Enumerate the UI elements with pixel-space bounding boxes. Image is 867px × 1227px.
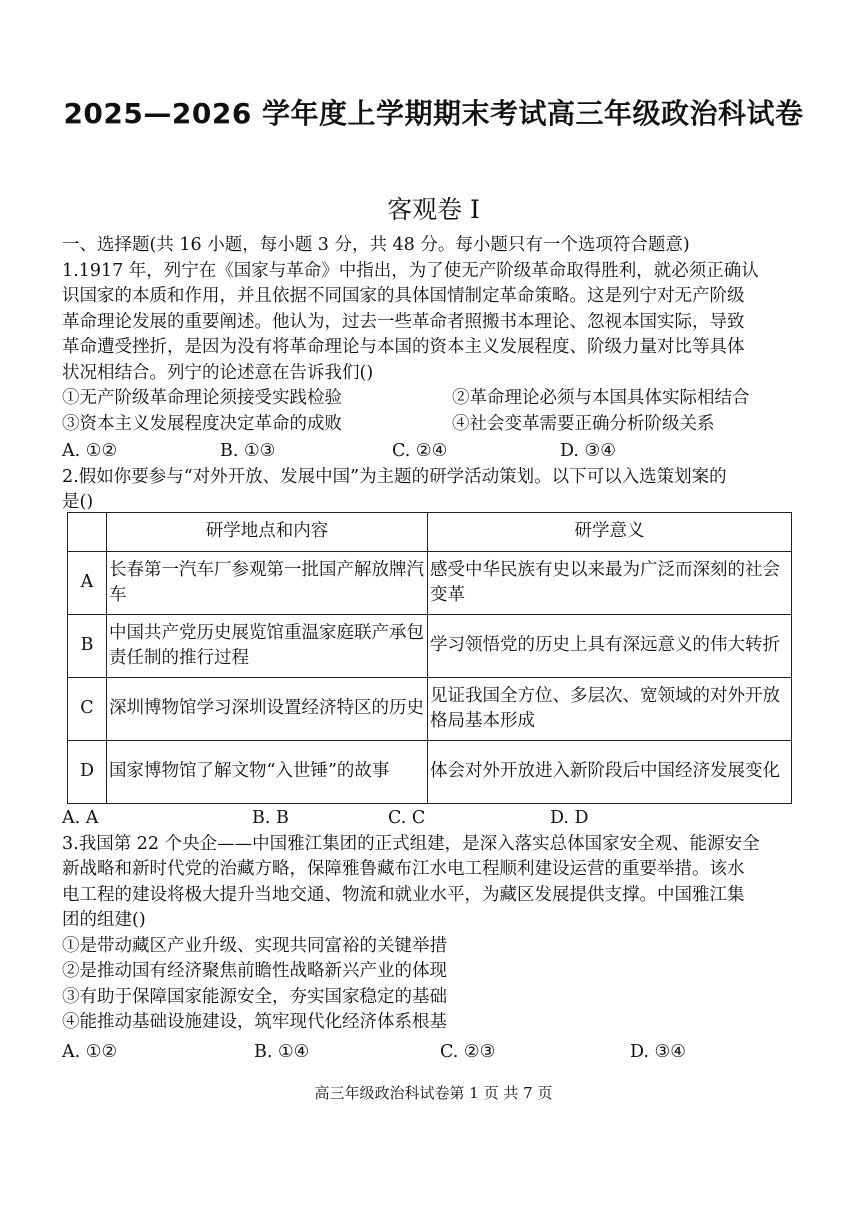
q1-choice-a: A. ①② bbox=[62, 441, 118, 461]
table-cell-meaning: 见证我国全方位、多层次、宽领域的对外开放格局基本形成 bbox=[428, 678, 792, 741]
q1-statement: ①无产阶级革命理论须接受实践检验 bbox=[62, 388, 342, 408]
q2-choice-c: C. C bbox=[388, 808, 426, 828]
table-cell-letter: D bbox=[68, 741, 107, 804]
table-header: 研学意义 bbox=[428, 513, 792, 552]
section-instructions: 一、选择题(共 16 小题，每小题 3 分，共 48 分。每小题只有一个选项符合题意) bbox=[62, 235, 690, 255]
q2-table bbox=[67, 512, 792, 804]
q1-stem-line: 识国家的本质和作用，并且依据不同国家的具体国情制定革命策略。这是列宁对无产阶级 bbox=[62, 286, 745, 306]
q1-choice-c: C. ②④ bbox=[392, 441, 448, 461]
table-cell-place: 国家博物馆了解文物“入世锤”的故事 bbox=[107, 741, 428, 804]
q1-statement: ③资本主义发展程度决定革命的成败 bbox=[62, 413, 342, 434]
q2-choice-b: B. B bbox=[252, 808, 289, 828]
table-cell-meaning: 学习领悟党的历史上具有深远意义的伟大转折 bbox=[428, 615, 792, 678]
table-row bbox=[68, 615, 792, 678]
table-cell-meaning: 感受中华民族有史以来最为广泛而深刻的社会变革 bbox=[428, 552, 792, 615]
q3-statement: ②是推动国有经济聚焦前瞻性战略新兴产业的体现 bbox=[62, 961, 447, 981]
q3-stem-line: 电工程的建设将极大提升当地交通、物流和就业水平，为藏区发展提供支撑。中国雅江集 bbox=[62, 884, 745, 905]
q1-stem-line: 1.1917 年，列宁在《国家与革命》中指出，为了使无产阶级革命取得胜利，就必须正确认 bbox=[62, 260, 759, 281]
table-cell-place: 深圳博物馆学习深圳设置经济特区的历史 bbox=[107, 678, 428, 741]
q2-choice-a: A. A bbox=[62, 808, 99, 828]
q3-choice-b: B. ①④ bbox=[254, 1041, 310, 1062]
q3-choice-a: A. ①② bbox=[62, 1041, 118, 1062]
q3-stem-line: 团的组建() bbox=[62, 910, 146, 930]
table-cell-place: 中国共产党历史展览馆重温家庭联产承包责任制的推行过程 bbox=[107, 615, 428, 678]
q2-stem-line: 2.假如你要参与“对外开放、发展中国”为主题的研学活动策划。以下可以入选策划案的 bbox=[62, 466, 727, 487]
q2-choices bbox=[62, 806, 807, 832]
page-footer: 高三年级政治科试卷第 1 页 共 7 页 bbox=[314, 1084, 553, 1102]
q3-statement: ③有助于保障国家能源安全，夯实国家稳定的基础 bbox=[62, 986, 447, 1007]
q1-statement: ④社会变革需要正确分析阶级关系 bbox=[452, 413, 715, 434]
q1-choices bbox=[62, 439, 807, 465]
table-cell-letter: C bbox=[68, 678, 107, 741]
q3-stem-line: 3.我国第 22 个央企——中国雅江集团的正式组建，是深入落实总体国家安全观、能源安全 bbox=[62, 833, 760, 854]
q2-stem-line: 是() bbox=[62, 492, 94, 512]
q1-choice-d: D. ③④ bbox=[560, 441, 616, 461]
table-row bbox=[68, 552, 792, 615]
q2-choice-d: D. D bbox=[550, 808, 589, 828]
q1-stem-line: 革命遭受挫折，是因为没有将革命理论与本国的资本主义发展程度、阶级力量对比等具体 bbox=[62, 337, 745, 357]
table-cell-letter: B bbox=[68, 615, 107, 678]
table-row bbox=[68, 741, 792, 804]
table-header: 研学地点和内容 bbox=[107, 513, 428, 552]
q1-statement: ②革命理论必须与本国具体实际相结合 bbox=[452, 388, 750, 408]
table-cell-letter: A bbox=[68, 552, 107, 615]
question-3 bbox=[62, 806, 807, 1065]
q1-choice-b: B. ①③ bbox=[220, 441, 276, 461]
q3-statement: ④能推动基础设施建设，筑牢现代化经济体系根基 bbox=[62, 1012, 447, 1032]
table-cell-meaning: 体会对外开放进入新阶段后中国经济发展变化 bbox=[428, 741, 792, 804]
q3-choices bbox=[62, 1040, 807, 1066]
table-header-blank bbox=[68, 513, 107, 552]
q3-statement: ①是带动藏区产业升级、实现共同富裕的关键举措 bbox=[62, 935, 447, 956]
q3-stem-line: 新战略和新时代党的治藏方略，保障雅鲁藏布江水电工程顺利建设运营的重要举措。该水 bbox=[62, 859, 745, 879]
table-cell-place: 长春第一汽车厂参观第一批国产解放牌汽车 bbox=[107, 552, 428, 615]
q3-choice-c: C. ②③ bbox=[440, 1041, 496, 1062]
q1-stem-line: 状况相结合。列宁的论述意在告诉我们() bbox=[62, 362, 374, 383]
question-1 bbox=[62, 233, 807, 516]
q3-choice-d: D. ③④ bbox=[630, 1041, 686, 1062]
q1-stem-line: 革命理论发展的重要阐述。他认为，过去一些革命者照搬书本理论、忽视本国实际，导致 bbox=[62, 311, 745, 332]
table-header-row bbox=[68, 513, 792, 552]
section-title: 客观卷 I bbox=[387, 195, 480, 224]
exam-title: 2025—2026 学年度上学期期末考试高三年级政治科试卷 bbox=[63, 97, 804, 130]
table-row bbox=[68, 678, 792, 741]
q1-statements bbox=[62, 386, 807, 437]
